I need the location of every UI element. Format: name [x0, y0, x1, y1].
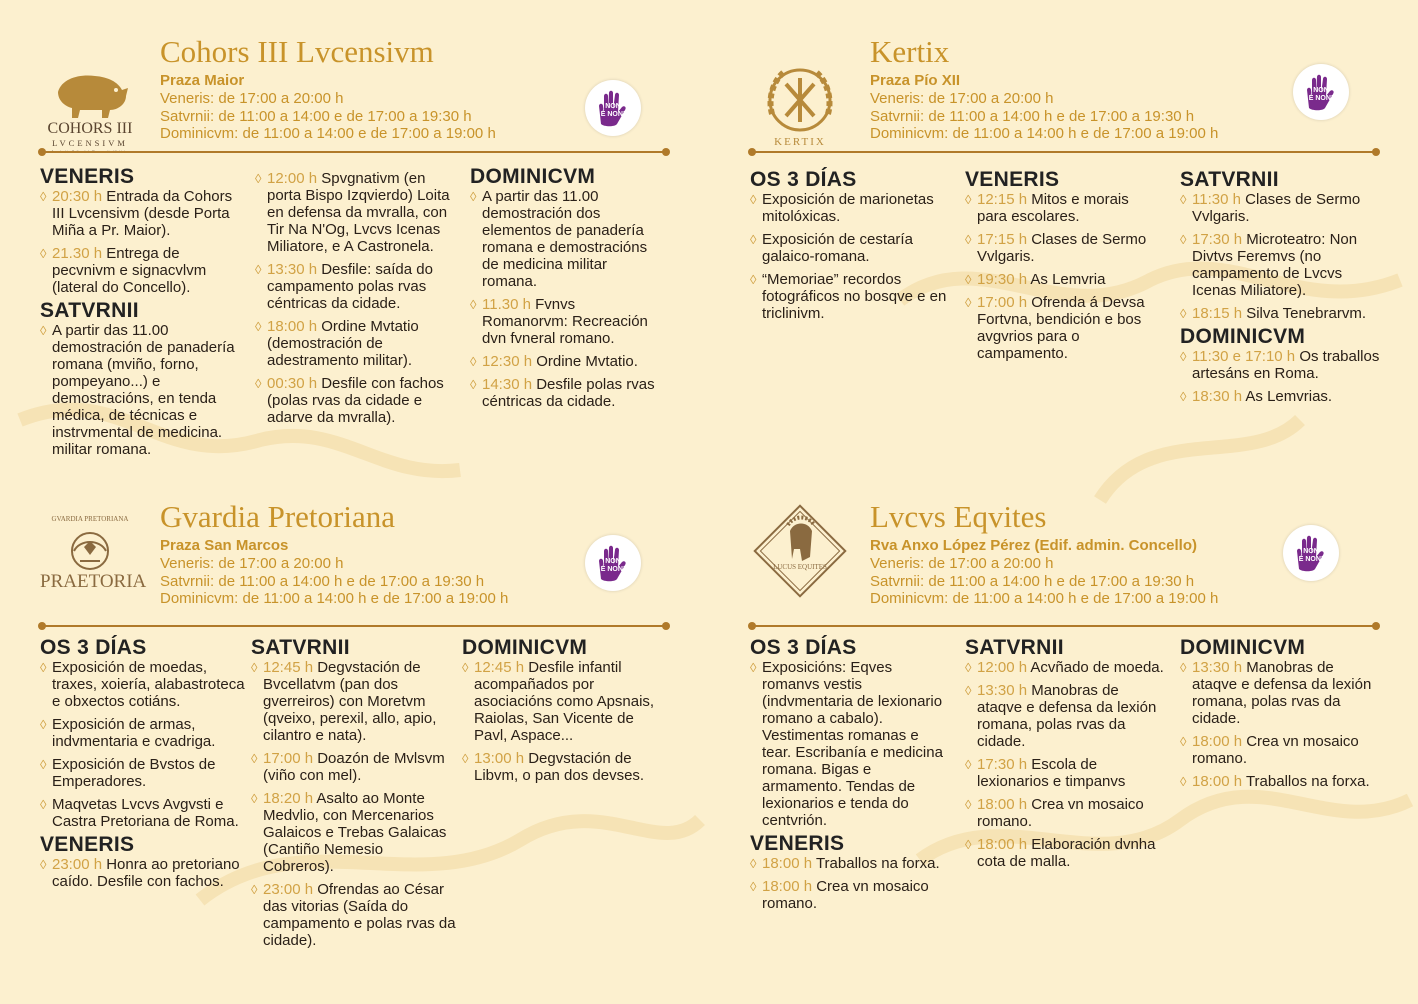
- schedule-item: ◊ Exposición de armas, indvmentaria e cvadriga.: [40, 716, 248, 750]
- non-e-non-badge: [1293, 64, 1349, 120]
- day-heading: OS 3 DÍAS: [750, 168, 857, 191]
- kertix-col-2: [965, 168, 1160, 368]
- lvcvs-logo-name: LUCUS EQUITES: [773, 563, 827, 571]
- day-heading: SATVRNII: [1180, 168, 1279, 191]
- schedule-item: ◊ 13:30 h Manobras de ataqve e defensa da lexión romana, polas rvas da cidade.: [965, 682, 1165, 750]
- schedule-item: ◊ 19:30 h As Lemvria: [965, 271, 1160, 288]
- schedule-item: ◊ Exposición de marionetas mitolóxicas.: [750, 191, 950, 225]
- gvardia-hours: [160, 555, 508, 608]
- schedule-item: ◊ Exposición de Bvstos de Emperadores.: [40, 756, 248, 790]
- non-e-non-badge: [1283, 525, 1339, 581]
- badge-text: NON É NON!: [600, 103, 626, 118]
- schedule-item: ◊ 20:30 h Entrada da Cohors III Lvcensivm (desde Porta Miña a Pr. Maior).: [40, 188, 245, 239]
- cohors-logo-name: COHORS III: [47, 120, 133, 137]
- schedule-item: ◊ Exposición de cestaría galaico-romana.: [750, 231, 950, 265]
- schedule-item: ◊ Maqvetas Lvcvs Avgvsti e Castra Pretoriana de Roma.: [40, 796, 248, 830]
- lvcvs-title: Lvcvs Eqvites: [870, 499, 1047, 534]
- schedule-item: ◊ 13:30 h Manobras de ataqve e defensa da lexión romana, polas rvas da cidade.: [1180, 659, 1380, 727]
- schedule-item: ◊ 12:45 h Degvstación de Bvcellatvm (pan dos gverreiros) con Moretvm (qveixo, perexil, allo, apio, cilantro e nata).: [251, 659, 456, 744]
- kertix-logo: [750, 52, 850, 162]
- cohors-venue: Praza Maior: [160, 72, 245, 89]
- gvardia-logo: [40, 515, 147, 625]
- schedule-item: ◊ 11:30 e 17:10 h Os traballos artesáns en Roma.: [1180, 348, 1380, 382]
- schedule-item: ◊ 11:30 h Clases de Sermo Vvlgaris.: [1180, 191, 1380, 225]
- kertix-col-1: [750, 168, 950, 328]
- lvcvs-col-1: [750, 636, 950, 918]
- day-heading: OS 3 DÍAS: [750, 636, 857, 659]
- gvardia-logo-top: GVARDIA PRETORIANA: [51, 515, 129, 523]
- day-heading: VENERIS: [750, 832, 845, 855]
- schedule-item: ◊ 12:00 h Acvñado de moeda.: [965, 659, 1165, 676]
- schedule-item: ◊ 18:00 h Crea vn mosaico romano.: [1180, 733, 1380, 767]
- schedule-item: ◊ 17:00 h Doazón de Mvlsvm (viño con mel).: [251, 750, 456, 784]
- schedule-item: ◊ 13:30 h Desfile: saída do campamento polas rvas céntricas da cidade.: [255, 261, 450, 312]
- schedule-item: ◊ 11.30 h Fvnvs Romanorvm: Recreación dvn fvneral romano.: [470, 296, 665, 347]
- hours-line: Veneris: de 17:00 a 20:00 h: [870, 555, 1054, 572]
- gvardia-title: Gvardia Pretoriana: [160, 499, 395, 534]
- schedule-item: ◊ 12:30 h Ordine Mvtatio.: [470, 353, 665, 370]
- schedule-item: ◊ 14:30 h Desfile polas rvas céntricas da cidade.: [470, 376, 665, 410]
- divider: [40, 151, 668, 153]
- day-heading: DOMINICVM: [1180, 636, 1306, 659]
- non-e-non-badge: [585, 80, 641, 136]
- schedule-item: ◊ 12:45 h Desfile infantil acompañados por asociacións como Apsnais, Raiolas, San Vicente de Pavl, Aspace...: [462, 659, 662, 744]
- schedule-item: ◊ 23:00 h Honra ao pretoriano caído. Desfile con fachos.: [40, 856, 248, 890]
- kertix-panel: [750, 30, 1380, 500]
- day-heading: DOMINICVM: [462, 636, 588, 659]
- schedule-item: ◊ 18:00 h Crea vn mosaico romano.: [750, 878, 950, 912]
- divider: [750, 151, 1378, 153]
- gvardia-panel: [40, 495, 670, 965]
- day-heading: VENERIS: [40, 833, 135, 856]
- cohors-col-3: [470, 165, 665, 416]
- cohors-col-2: [255, 170, 450, 432]
- hours-line: Satvrnii: de 11:00 a 14:00 h e de 17:00 a 19:30 h: [870, 572, 1195, 590]
- cohors-logo: [40, 52, 140, 162]
- schedule-item: ◊ 12:00 h Spvgnativm (en porta Bispo Izqvierdo) Loita en defensa da mvralla, con Tir Na N'Og, Lvcvs Icenas Miliatore, e A Castronela.: [255, 170, 450, 255]
- schedule-item: ◊ Exposicións: Eqves romanvs vestis (indvmentaria de lexionario romano a cabalo). Vestimentas romanas e tear. Escribanía e medicina romana. Bigas e armamento. Tendas de lexionarios e tenda do centvrión.: [750, 659, 950, 829]
- schedule-item: ◊ 17:30 h Escola de lexionarios e timpanvs: [965, 756, 1165, 790]
- hours-line: Dominicvm: de 11:00 a 14:00 h e de 17:00 a 19:00 h: [870, 590, 1219, 607]
- day-heading: SATVRNII: [40, 299, 139, 322]
- cohors-col-1: [40, 165, 245, 464]
- cohors-title: Cohors III Lvcensivm: [160, 34, 434, 69]
- kertix-venue: Praza Pío XII: [870, 72, 961, 89]
- hours-line: Satvrnii: de 11:00 a 14:00 h e de 17:00 a 19:30 h: [870, 107, 1195, 125]
- gvardia-col-2: [251, 636, 456, 955]
- schedule-item: ◊ 18:00 h Traballos na forxa.: [1180, 773, 1380, 790]
- hours-line: Dominicvm: de 11:00 a 14:00 h e de 17:00 a 19:00 h: [160, 590, 509, 607]
- day-heading: DOMINICVM: [1180, 325, 1306, 348]
- schedule-item: ◊ 00:30 h Desfile con fachos (polas rvas da cidade e adarve da mvralla).: [255, 375, 450, 426]
- cohors-hours: [160, 90, 496, 143]
- lvcvs-venue: Rva Anxo López Pérez (Edif. admin. Concello): [870, 537, 1197, 554]
- day-heading: SATVRNII: [965, 636, 1064, 659]
- schedule-item: ◊ Exposición de moedas, traxes, xoiería, alabastroteca e obxectos cotiáns.: [40, 659, 248, 710]
- schedule-item: ◊ 17:00 h Ofrenda á Devsa Fortvna, bendición e bos avgvrios para o campamento.: [965, 294, 1160, 362]
- schedule-item: ◊ 23:00 h Ofrendas ao César das vitorias (Saída do campamento e polas rvas da cidade).: [251, 881, 456, 949]
- hours-line: Veneris: de 17:00 a 20:00 h: [870, 90, 1054, 107]
- cohors-panel: [40, 30, 670, 500]
- schedule-item: ◊ A partir das 11.00 demostración dos elementos de panadería romana e demostracións de medicina militar romana.: [470, 188, 665, 290]
- divider: [750, 625, 1378, 627]
- schedule-item: ◊ “Memoriae” recordos fotográficos no bosqve e en triclinivm.: [750, 271, 950, 322]
- day-heading: OS 3 DÍAS: [40, 636, 147, 659]
- lvcvs-panel: [750, 495, 1380, 965]
- hours-line: Veneris: de 17:00 a 20:00 h: [160, 90, 344, 107]
- cohors-logo-sub: LVCENSIVM: [52, 138, 128, 148]
- schedule-item: ◊ 18:00 h Traballos na forxa.: [750, 855, 950, 872]
- hours-line: Veneris: de 17:00 a 20:00 h: [160, 555, 344, 572]
- schedule-item: ◊ 18:15 h Silva Tenebrarvm.: [1180, 305, 1380, 322]
- schedule-item: ◊ 18:20 h Asalto ao Monte Medvlio, con Mercenarios Galaicos e Trebas Galaicas (Cantiño Nemesio Cobreros).: [251, 790, 456, 875]
- gvardia-col-1: [40, 636, 248, 896]
- lvcvs-col-3: [1180, 636, 1380, 796]
- schedule-item: ◊ 17:30 h Microteatro: Non Divtvs Feremvs (no campamento de Lvcvs Icenas Miliatore).: [1180, 231, 1380, 299]
- day-heading: VENERIS: [965, 168, 1060, 191]
- helmet-diamond-icon: [750, 501, 850, 601]
- hours-line: Dominicvm: de 11:00 a 14:00 e de 17:00 a 19:00 h: [160, 125, 496, 142]
- gvardia-venue: Praza San Marcos: [160, 537, 289, 554]
- schedule-item: ◊ 13:00 h Degvstación de Libvm, o pan dos devses.: [462, 750, 662, 784]
- kertix-logo-name: KERTIX: [774, 136, 826, 148]
- gvardia-col-3: [462, 636, 662, 790]
- badge-text: NON É NON!: [1308, 87, 1334, 102]
- schedule-item: ◊ 18:00 h Elaboración dvnha cota de malla.: [965, 836, 1165, 870]
- kertix-hours: [870, 90, 1218, 143]
- hours-line: Satvrnii: de 11:00 a 14:00 h e de 17:00 a 19:30 h: [160, 572, 485, 590]
- gvardia-logo-name: PRAETORIA: [40, 571, 147, 592]
- hours-line: Satvrnii: de 11:00 a 14:00 e de 17:00 a 19:30 h: [160, 107, 472, 125]
- lvcvs-logo: [750, 501, 850, 611]
- kertix-title: Kertix: [870, 34, 950, 69]
- non-e-non-badge: [585, 535, 641, 591]
- divider: [40, 625, 668, 627]
- schedule-item: ◊ 12:15 h Mitos e morais para escolares.: [965, 191, 1160, 225]
- schedule-item: ◊ A partir das 11.00 demostración de panadería romana (mviño, forno, pompeyano...) e demostracións, en tenda médica, de técnicas e instrvmental de medicina. militar romana.: [40, 322, 245, 458]
- schedule-item: ◊ 21.30 h Entrega de pecvnivm e signacvlvm (lateral do Concello).: [40, 245, 245, 296]
- schedule-item: ◊ 17:15 h Clases de Sermo Vvlgaris.: [965, 231, 1160, 265]
- day-heading: VENERIS: [40, 165, 135, 188]
- schedule-item: ◊ 18:00 h Ordine Mvtatio (demostración de adestramento militar).: [255, 318, 450, 369]
- kertix-col-3: [1180, 168, 1380, 411]
- schedule-item: ◊ 18:00 h Crea vn mosaico romano.: [965, 796, 1165, 830]
- schedule-item: ◊ 18:30 h As Lemvrias.: [1180, 388, 1380, 405]
- day-heading: DOMINICVM: [470, 165, 596, 188]
- hours-line: Dominicvm: de 11:00 a 14:00 h e de 17:00 a 19:00 h: [870, 125, 1219, 142]
- badge-text: NON É NON!: [1298, 548, 1324, 563]
- day-heading: SATVRNII: [251, 636, 350, 659]
- lvcvs-col-2: [965, 636, 1165, 876]
- badge-text: NON É NON!: [600, 558, 626, 573]
- lvcvs-hours: [870, 555, 1218, 608]
